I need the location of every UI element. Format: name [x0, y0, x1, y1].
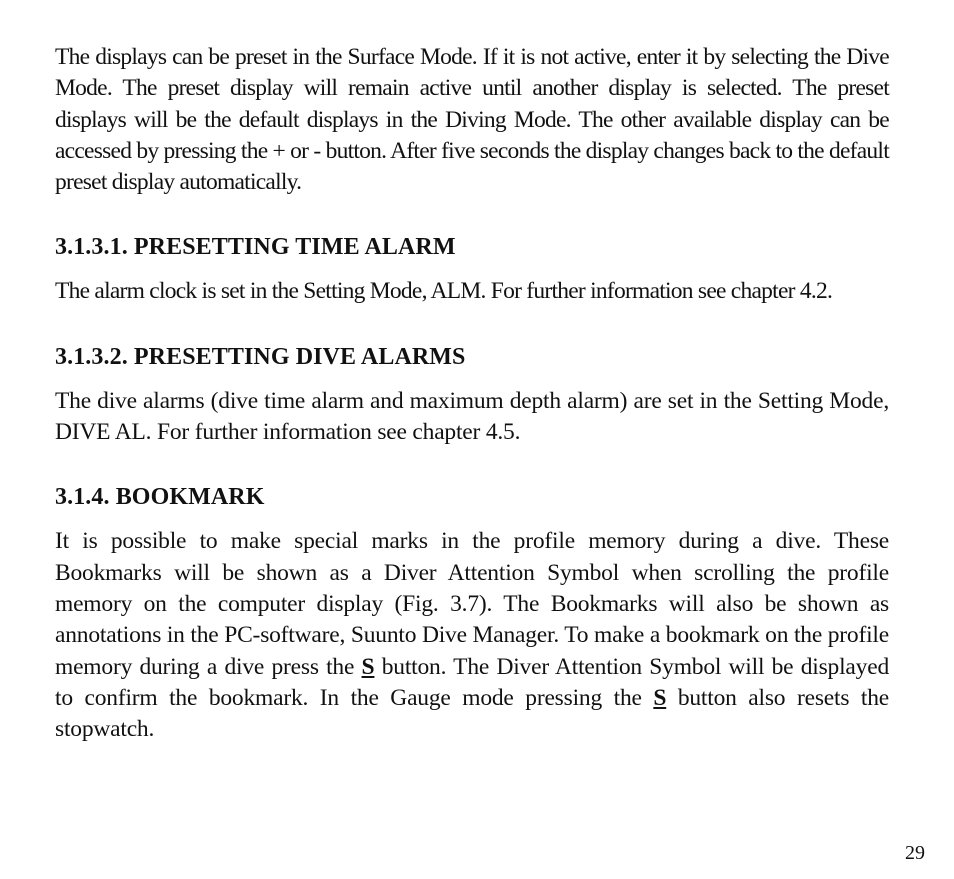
bookmark-text-part-1: It is possible to make special marks in the profile memory during a dive. These Bookmarks will be shown as a Diver Attention Symbol when scrolling the profile memory on the computer display (Fig. 3.7). The Bookmarks will also be shown as annotations in the PC-software, Suunto Dive Manager. To make a bookmark on the profile memory during a dive press the	[55, 528, 889, 680]
intro-paragraph: The displays can be preset in the Surface Mode. If it is not active, enter it by selecting the Dive Mode. The preset display will remain active until another display is selected. The preset displays will be the default displays in the Diving Mode. The other available display can be accessed by pressing the + or - button. After five seconds the display changes back to the default preset display automatically.	[55, 44, 889, 196]
bookmark-paragraph	[55, 526, 889, 745]
s-button-label-2: S	[653, 684, 667, 711]
bookmark-text-part-2: button. The Diver Attention Symbol will be displayed to confirm the bookmark. In the Gauge mode pressing the	[55, 653, 889, 711]
time-alarm-paragraph: The alarm clock is set in the Setting Mode, ALM. For further information see chapter 4.2.	[55, 278, 833, 305]
s-button-label-1: S	[361, 653, 375, 680]
document-page	[55, 42, 889, 745]
heading-presetting-dive-alarms: 3.1.3.2. PRESETTING DIVE ALARMS	[55, 343, 466, 370]
bookmark-text-part-3: button also resets the stopwatch.	[55, 684, 890, 743]
page-number: 29	[905, 842, 925, 864]
heading-bookmark: 3.1.4. BOOKMARK	[55, 484, 265, 511]
dive-alarms-paragraph: The dive alarms (dive time alarm and maximum depth alarm) are set in the Setting Mode, DIVE AL. For further information see chapter 4.5.	[55, 387, 889, 446]
heading-presetting-time-alarm: 3.1.3.1. PRESETTING TIME ALARM	[55, 234, 456, 261]
